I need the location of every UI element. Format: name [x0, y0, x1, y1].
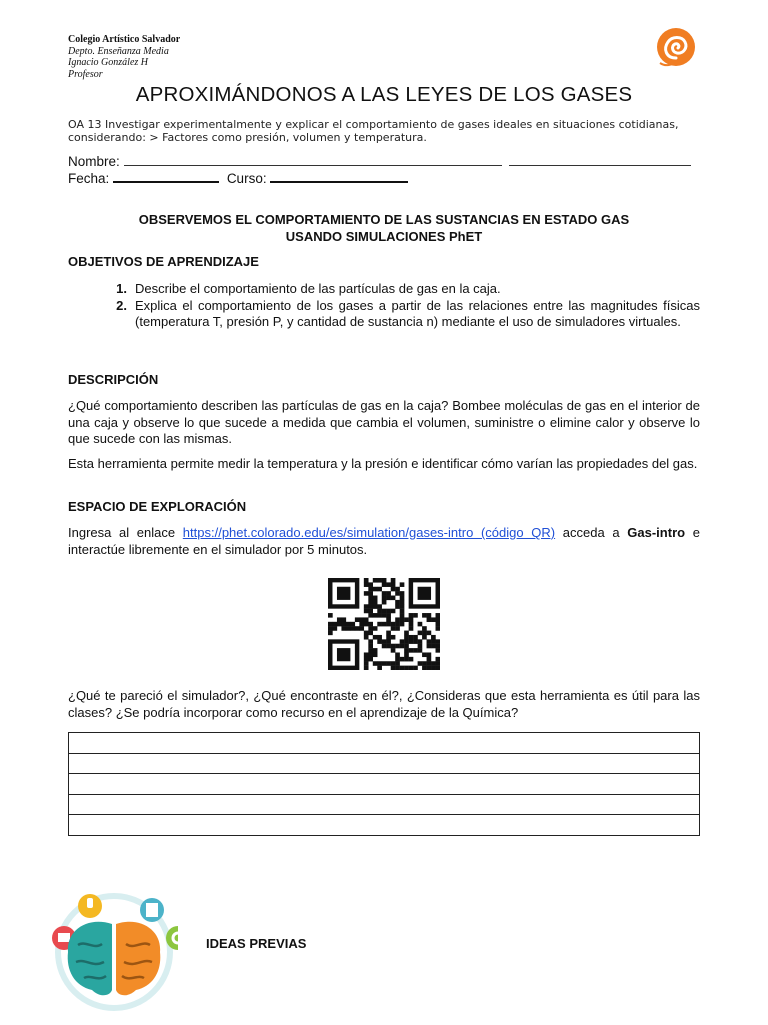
exploration-intro: Ingresa al enlace — [68, 525, 176, 540]
course-label: Curso: — [226, 171, 267, 186]
section-title-line-1: OBSERVEMOS EL COMPORTAMIENTO DE LAS SUSTANCIAS EN ESTADO GAS — [138, 212, 630, 227]
logo-icon — [652, 27, 700, 69]
qr-code-icon[interactable] — [328, 578, 440, 670]
answer-line[interactable] — [69, 795, 699, 816]
list-item-text: Describe el comportamiento de las partículas de gas en la caja. — [135, 281, 501, 296]
exploration-paragraph — [68, 525, 700, 558]
date-course-row — [68, 170, 408, 187]
oa-line-2: considerando: > Factores como presión, volumen y temperatura. — [68, 131, 427, 144]
date-label: Fecha: — [68, 171, 110, 186]
answer-line[interactable] — [69, 774, 699, 795]
teacher-name: Ignacio González H — [68, 57, 148, 68]
learning-objective-oa — [68, 118, 708, 144]
list-item — [68, 281, 700, 298]
name-field-row — [68, 153, 691, 170]
name-line-2[interactable] — [509, 154, 691, 166]
description-paragraph-2: Esta herramienta permite medir la temperatura y la presión e identificar cómo varían las propiedades del gas. — [68, 456, 698, 471]
answer-line[interactable] — [69, 754, 699, 775]
answer-box[interactable] — [68, 732, 700, 836]
oa-line-1: OA 13 Investigar experimentalmente y explicar el comportamiento de gases ideales en situaciones cotidianas, — [68, 118, 679, 131]
description-paragraph-1: ¿Qué comportamiento describen las partículas de gas en la caja? Bombee moléculas de gas en el interior de una caja y observe lo que sucede a medida que cambia el volumen, suministre o elimine calor y observe lo que sucede con las mismas. — [68, 398, 700, 446]
answer-line[interactable] — [69, 815, 699, 835]
exploration-after-link: acceda a — [562, 525, 620, 540]
school-name: Colegio Artístico Salvador — [68, 34, 181, 45]
objectives-list — [68, 281, 700, 331]
objectives-heading: OBJETIVOS DE APRENDIZAJE — [68, 254, 259, 269]
description-heading: DESCRIPCIÓN — [68, 372, 159, 387]
phet-link[interactable]: https://phet.colorado.edu/es/simulation/gases-intro (código QR) — [182, 525, 556, 540]
list-item-text: Explica el comportamiento de los gases a partir de las relaciones entre las magnitudes físicas (temperatura T, presión P, y cantidad de sustancia n) mediante el uso de simuladores virtuales. — [135, 297, 700, 329]
answer-line[interactable] — [69, 733, 699, 754]
page-title: APROXIMÁNDONOS A LAS LEYES DE LOS GASES — [135, 83, 633, 106]
reflection-question: ¿Qué te pareció el simulador?, ¿Qué encontraste en él?, ¿Consideras que esta herramienta es útil para las clases? ¿Se podría incorporar como recurso en el aprendizaje de la Química? — [68, 688, 700, 720]
school-header — [68, 34, 180, 80]
section-title — [68, 211, 700, 245]
list-item-number: 2. — [116, 297, 127, 313]
ideas-heading: IDEAS PREVIAS — [206, 936, 307, 951]
name-line-1[interactable] — [124, 154, 502, 166]
date-line[interactable] — [113, 170, 219, 183]
course-line[interactable] — [270, 170, 408, 183]
exploration-heading: ESPACIO DE EXPLORACIÓN — [68, 499, 247, 514]
teacher-role: Profesor — [68, 68, 103, 80]
gas-intro-label: Gas-intro — [627, 525, 686, 540]
brain-illustration-icon — [48, 890, 178, 1020]
name-label: Nombre: — [68, 154, 120, 169]
section-title-line-2: USANDO SIMULACIONES PhET — [285, 229, 483, 244]
list-item-number: 1. — [116, 281, 127, 296]
department: Depto. Enseñanza Media — [68, 45, 169, 57]
list-item — [68, 298, 700, 331]
exploration-rest: e interactúe libremente en el simulador por 5 minutos. — [68, 525, 700, 557]
